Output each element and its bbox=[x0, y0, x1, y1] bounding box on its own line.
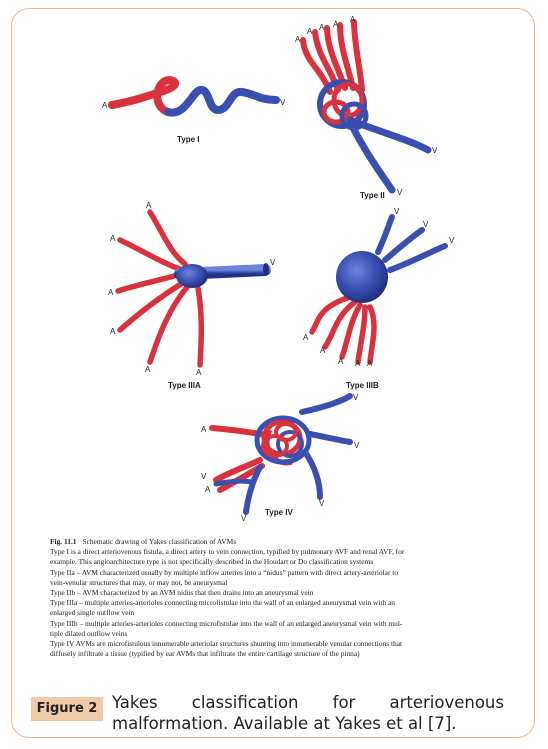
type-2-artery-label-4: A bbox=[333, 20, 339, 29]
type-4-vein-label-3: V bbox=[354, 441, 360, 450]
type-1-artery bbox=[112, 80, 175, 112]
caption-title bbox=[50, 537, 520, 547]
type-3b-artery-label-2: A bbox=[320, 346, 326, 355]
type-4-vein-label-1: V bbox=[201, 472, 207, 481]
figure-caption bbox=[50, 537, 520, 659]
type-1-title: Type I bbox=[177, 135, 200, 144]
type-2-vein-label-1: V bbox=[432, 146, 438, 155]
type-1-vein bbox=[168, 90, 276, 113]
type-3b-figure bbox=[303, 207, 455, 390]
figure-badge: Figure 2 bbox=[31, 697, 103, 721]
type-3b-artery-label-5: A bbox=[367, 359, 373, 368]
type-3a-artery-label-6: A bbox=[196, 368, 202, 377]
type-4-artery-label-1: A bbox=[201, 425, 207, 434]
type-1-figure bbox=[102, 80, 286, 144]
type-3b-vein-label-1: V bbox=[394, 207, 400, 216]
type-3a-artery-label-4: A bbox=[110, 327, 116, 336]
caption-line: diffusely infiltrate a tissue (typified by ear AVMs that infiltrate the entire cartilage structure of the pinna) bbox=[50, 649, 360, 659]
type-3b-title: Type IIIB bbox=[346, 381, 379, 390]
type-3a-artery-label-3: A bbox=[108, 288, 114, 297]
caption-line: Type IIa – AVM characterized usually by multiple inflow arteries into a “nidus” pattern with direct artery-arteriolar to bbox=[50, 567, 399, 577]
type-3a-artery-label-2: A bbox=[110, 234, 116, 243]
type-3b-vein-label-3: V bbox=[449, 236, 455, 245]
type-4-title: Type IV bbox=[265, 508, 293, 517]
type-4-vein-label-5: V bbox=[241, 514, 247, 523]
type-4-vein-label-4: V bbox=[319, 499, 325, 508]
type-3a-title: Type IIIA bbox=[168, 381, 201, 390]
caption-line: Type IV AVMs are microfistulous innumerable arteriolar structures shunting into innumerable venular connections that bbox=[50, 639, 403, 649]
type-1-artery-label: A bbox=[102, 101, 108, 110]
caption-line: enlarged single outflow vein bbox=[50, 608, 135, 618]
type-2-artery-label-3: A bbox=[319, 23, 325, 32]
type-3b-artery-label-4: A bbox=[355, 359, 361, 368]
caption-line: Type IIb – AVM characterized by an AVM nidus that then drains into an aneurysmal vein bbox=[50, 588, 314, 598]
type-3a-artery-label-1: A bbox=[146, 201, 152, 210]
type-4-artery-label-2: A bbox=[205, 485, 211, 494]
type-2-artery-label-5: A bbox=[350, 15, 356, 24]
figure-description: Yakes classification for arteriovenous malformation. Available at Yakes et al [7]. bbox=[112, 693, 504, 733]
caption-line: vein-venular structures that may, or may not, be aneurysmal bbox=[50, 577, 228, 587]
caption-fig-number: Fig. 11.1 bbox=[50, 537, 77, 546]
type-3b-artery-label-1: A bbox=[303, 333, 309, 342]
type-2-title: Type II bbox=[360, 191, 385, 200]
type-2-figure bbox=[295, 15, 438, 200]
type-3b-vein-label-2: V bbox=[423, 220, 429, 229]
type-4-figure bbox=[201, 393, 360, 523]
type-2-vein-label-2: V bbox=[397, 188, 403, 197]
type-4-vein-label-2: V bbox=[353, 393, 359, 402]
type-2-artery-label-2: A bbox=[307, 27, 313, 36]
caption-line: example. This angioarchitecture type is not specifically described in the Houdart or Do classification systems bbox=[50, 557, 374, 567]
caption-line: tiple dilated outflow veins bbox=[50, 628, 128, 638]
caption-line: Type IIIb – multiple arteries-arterioles connecting microfistulae into the wall of an enlarged aneurysmal vein with mul- bbox=[50, 618, 403, 628]
type-3a-vein-label: V bbox=[270, 258, 276, 267]
type-2-artery-label-1: A bbox=[295, 35, 301, 44]
type-3a-figure bbox=[108, 201, 276, 390]
type-3b-artery-label-3: A bbox=[338, 357, 344, 366]
caption-title-text: Schematic drawing of Yakes classification of AVMs bbox=[82, 537, 237, 546]
caption-line: Type IIIa – multiple arteries-arterioles connecting microfistulae into the wall of an enlarged aneurysmal vein with an bbox=[50, 598, 395, 608]
type-3a-artery-label-5: A bbox=[145, 365, 151, 374]
yakes-diagram bbox=[20, 12, 528, 532]
type-1-vein-label: V bbox=[280, 98, 286, 107]
caption-line: Type I is a direct arteriovenous fistula, a direct artery to vein connection, typified by pulmonary AVF and renal AVF, for bbox=[50, 547, 405, 557]
